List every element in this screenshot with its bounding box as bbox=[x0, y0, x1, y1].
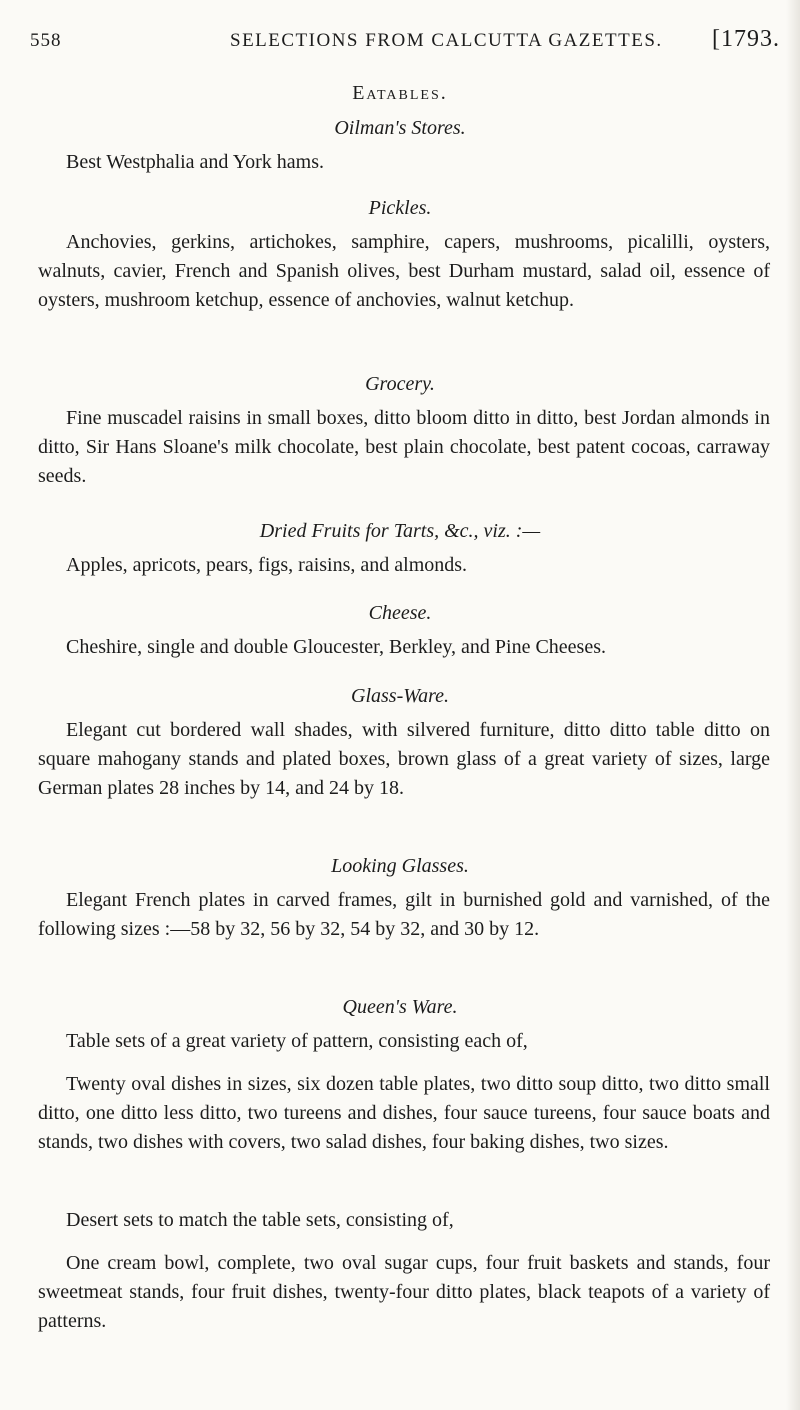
paragraph-queens-ware-2: Twenty oval dishes in sizes, six dozen table plates, two ditto soup ditto, two ditto small ditto, one ditto less ditto, two tureens and dishes, four sauce tureens, four sauce boats and stands, two dishes with covers, two salad dishes, four baking dishes, two sizes. bbox=[38, 1073, 770, 1153]
heading-queens-ware: Queen's Ware. bbox=[342, 996, 458, 1018]
paragraph-grocery: Fine muscadel raisins in small boxes, ditto bloom ditto in ditto, best Jordan almonds in ditto, Sir Hans Sloane's milk chocolate, best plain chocolate, best patent cocoas, carraway seeds. bbox=[38, 407, 770, 487]
section-title: Eatables. bbox=[352, 82, 448, 104]
heading-grocery: Grocery. bbox=[365, 373, 435, 395]
paragraph-oilmans-stores: Best Westphalia and York hams. bbox=[66, 151, 325, 173]
paragraph-queens-ware-4: One cream bowl, complete, two oval sugar cups, four fruit baskets and stands, four sweetmeat stands, four fruit dishes, twenty-four ditto plates, black teapots of a variety of patterns. bbox=[38, 1252, 770, 1332]
paragraph-pickles: Anchovies, gerkins, artichokes, samphire, capers, mushrooms, picalilli, oysters, walnuts, cavier, French and Spanish olives, best Durham mustard, salad oil, essence of oysters, mushroom ketchup, essence of anchovies, walnut ketchup. bbox=[38, 231, 770, 311]
paragraph-glass-ware: Elegant cut bordered wall shades, with silvered furniture, ditto ditto table ditto on square mahogany stands and plated boxes, brown glass of a great variety of sizes, large German plates 28 inches by 14, and 24 by 18. bbox=[38, 719, 770, 799]
heading-oilmans-stores: Oilman's Stores. bbox=[334, 117, 466, 139]
heading-looking-glasses: Looking Glasses. bbox=[331, 855, 469, 877]
heading-glass-ware: Glass-Ware. bbox=[351, 685, 449, 707]
heading-cheese: Cheese. bbox=[368, 602, 432, 624]
paragraph-looking-glasses: Elegant French plates in carved frames, gilt in burnished gold and varnished, of the following sizes :—58 by 32, 56 by 32, 54 by 32, and 30 by 12. bbox=[38, 889, 770, 940]
paragraph-cheese: Cheshire, single and double Gloucester, Berkley, and Pine Cheeses. bbox=[66, 636, 606, 658]
running-year: [1793. bbox=[712, 26, 780, 52]
paragraph-dried-fruits: Apples, apricots, pears, figs, raisins, and almonds. bbox=[66, 554, 468, 576]
page-edge-shadow bbox=[786, 0, 800, 1410]
paragraph-queens-ware-3: Desert sets to match the table sets, consisting of, bbox=[66, 1209, 454, 1231]
page-number: 558 bbox=[30, 30, 62, 51]
heading-dried-fruits: Dried Fruits for Tarts, &c., viz. :— bbox=[259, 520, 541, 542]
running-head bbox=[30, 26, 780, 62]
running-title: SELECTIONS FROM CALCUTTA GAZETTES. bbox=[230, 30, 663, 51]
paragraph-queens-ware-1: Table sets of a great variety of pattern, consisting each of, bbox=[66, 1030, 528, 1052]
heading-pickles: Pickles. bbox=[368, 197, 432, 219]
